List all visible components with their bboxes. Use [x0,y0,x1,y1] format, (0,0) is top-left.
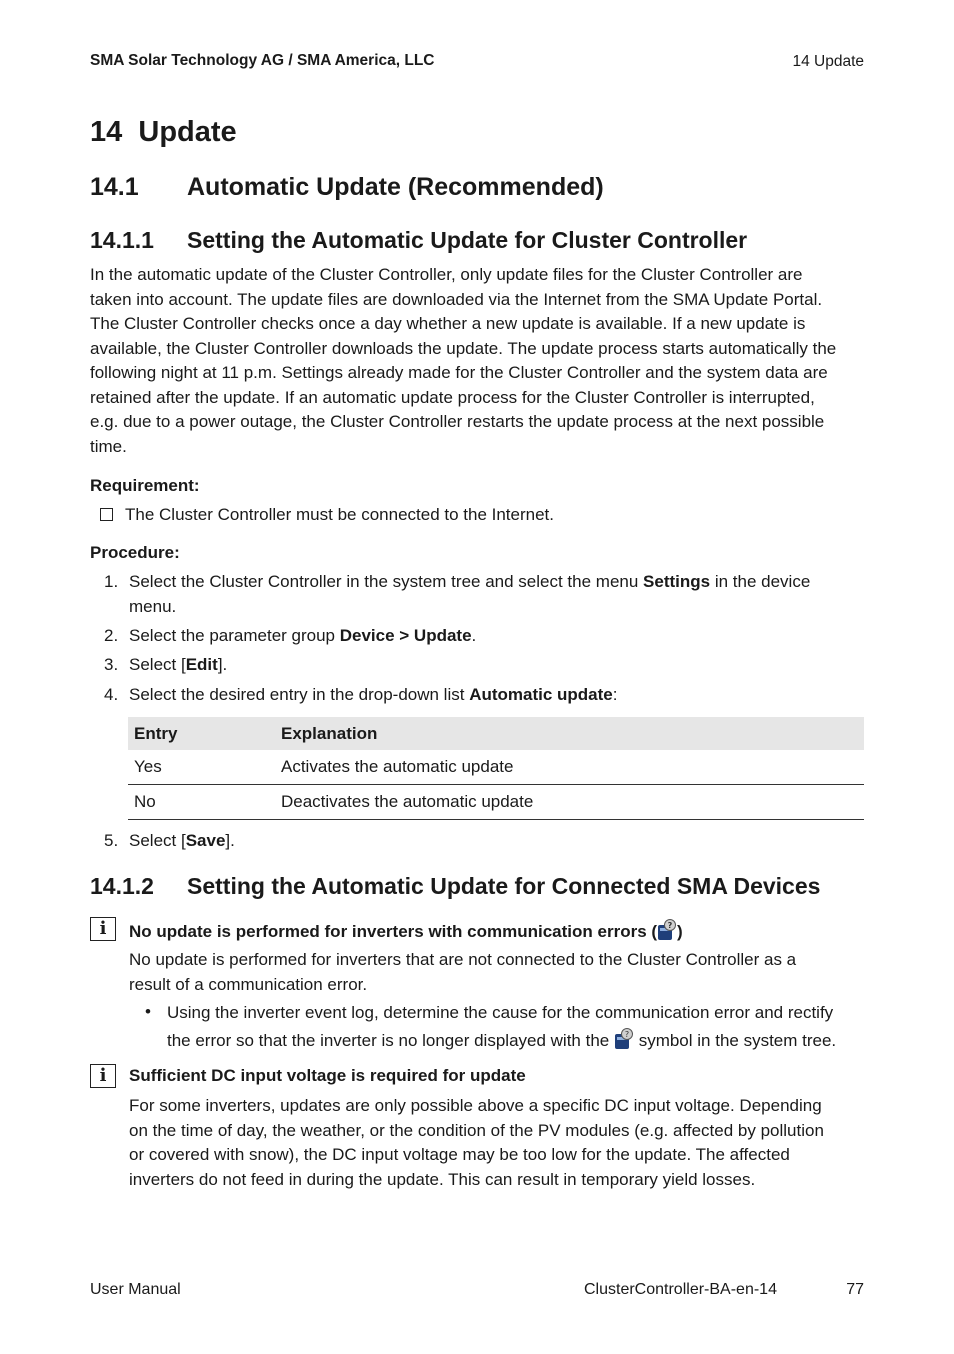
svg-text:?: ? [667,921,673,930]
step-number: 1. [104,572,119,591]
note-2-line: For some inverters, updates are only possible above a specific DC input voltage. Depending [129,1096,822,1115]
note-2-title: Sufficient DC input voltage is required for update [129,1066,526,1085]
note-1-line: result of a communication error. [129,974,368,994]
info-icon: i [90,1064,116,1088]
section-heading [90,173,604,202]
intro-line: taken into account. The update files are downloaded via the Internet from the SMA Update Portal. [90,289,823,309]
note-1-title: No update is performed for inverters with communication errors ( ? ) [129,921,683,941]
intro-line: available, the Cluster Controller downloads the update. The update process starts automatically the [90,338,837,358]
section-title: Automatic Update (Recommended) [187,173,604,201]
footer-page-number: 77 [846,1281,864,1298]
step-number: 5. [104,831,119,850]
note-2-line: on the time of day, the weather, or the condition of the PV modules (e.g. affected by pollution [129,1120,824,1140]
step-number: 4. [104,685,119,704]
intro-line: e.g. due to a power outage, the Cluster Controller restarts the update process at the next possible [90,412,825,431]
requirement-text: The Cluster Controller must be connected to the Internet. [125,505,555,524]
procedure-step [104,624,834,649]
step-text: Select the Cluster Controller in the system tree and select the menu Settings in the device menu. [129,572,811,616]
note-2-body [129,1094,864,1192]
intro-paragraph [90,263,865,459]
chapter-title: Update [138,116,237,148]
note-1-body [129,948,864,997]
table-cell: No [128,785,275,820]
step-text: Select [Edit]. [129,655,228,674]
bullet-line: Using the inverter event log, determine the cause for the communication error and rectify [167,1003,834,1022]
step-text: Select the parameter group Device > Update. [129,626,477,645]
note-2-line: or covered with snow), the DC input voltage may be too low for the update. The affected [129,1145,790,1164]
bullet-dot: • [145,1002,151,1021]
subsection-2-number: 14.1.2 [90,873,154,899]
procedure-label: Procedure: [90,543,180,562]
table-cell: Yes [128,750,275,785]
requirement-item [100,505,554,525]
procedure-step [104,570,834,619]
note-1-line: No update is performed for inverters that are not connected to the Cluster Controller as a [129,950,797,969]
intro-line: time. [90,436,127,456]
step-number: 3. [104,655,119,674]
step-number: 2. [104,626,119,645]
automatic-update-options-table [128,717,864,820]
chapter-heading [90,116,237,149]
bullet-line: the error so that the inverter is no longer displayed with the ? symbol in the system tree. [167,1030,837,1050]
subsection-heading-1 [90,227,747,254]
subsection-2-title: Setting the Automatic Update for Connected SMA Devices [187,873,821,899]
step-text: Select [Save]. [129,831,235,850]
requirement-label: Requirement: [90,476,200,495]
intro-line: In the automatic update of the Cluster Controller, only update files for the Cluster Controller are [90,265,803,284]
table-row [128,785,864,820]
note-1-bullet [167,999,867,1055]
note-2-line: inverters do not feed in during the update. This can result in temporary yield losses. [129,1169,756,1189]
footer-document-id: ClusterController-BA-en-14 [584,1281,777,1298]
intro-line: The Cluster Controller checks once a day whether a new update is available. If a new update is [90,314,806,333]
info-icon: i [90,917,116,941]
subsection-heading-2 [90,873,820,900]
intro-line: retained after the update. If an automatic update process for the Cluster Controller is interrupted, [90,387,815,407]
chapter-number: 14 [90,116,123,148]
running-header-chapter: 14 Update [792,53,864,70]
table-cell: Activates the automatic update [275,750,864,785]
procedure-step [104,829,834,854]
table-header-explanation: Explanation [275,717,864,750]
table-cell: Deactivates the automatic update [275,785,864,820]
intro-line: following night at 11 p.m. Settings already made for the Cluster Controller and the system data are [90,363,828,382]
running-header-company: SMA Solar Technology AG / SMA America, LLC [90,52,435,69]
subsection-1-number: 14.1.1 [90,227,154,253]
step-text: Select the desired entry in the drop-down list Automatic update: [129,685,618,704]
subsection-1-title: Setting the Automatic Update for Cluster Controller [187,227,748,253]
footer-manual-type: User Manual [90,1281,181,1298]
procedure-step [104,683,834,708]
inverter-communication-error-icon [614,1028,634,1050]
svg-text:?: ? [624,1030,630,1039]
table-header-entry: Entry [128,717,275,750]
inverter-communication-error-icon [657,919,677,941]
procedure-step [104,653,834,678]
table-row [128,750,864,785]
table-header-row [128,717,864,750]
section-number: 14.1 [90,173,139,201]
checkbox-icon [100,508,113,521]
